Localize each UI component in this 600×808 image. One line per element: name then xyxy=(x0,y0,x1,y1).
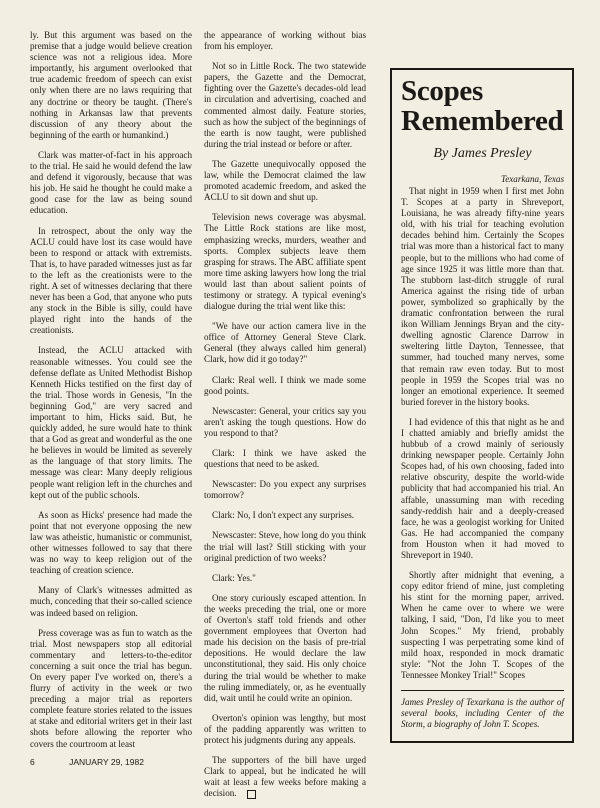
column2-paragraph: Clark: No, I don't expect any surprises. xyxy=(212,510,355,521)
sidebar-title: Scopes Remembered xyxy=(401,75,564,137)
column2-paragraph: Newscaster: General, your critics say you aren't asking the tough questions. How do you respond to that? xyxy=(204,405,366,438)
column2-paragraph: the appearance of working without bias from his employer. xyxy=(204,30,366,52)
sidebar-paragraph: I had evidence of this that night as he and I chatted amiably and briefly amidst the hubbub of a crowd mainly of seriously drinking newspaper people. Certainly John Scopes had, of his own choosing, faded into relative obscurity, despite the world-wide publicity that had accompanied his trial. An affable, unassuming man with receding sandy-reddish hair and a deeply-creased face, he was a geologist working for United Gas. He had accompanied the company from Houston when it had moved to Shreveport in 1940. xyxy=(401,416,564,560)
article-column-1 xyxy=(30,30,192,759)
column2-paragraph xyxy=(204,755,366,799)
issue-date: JANUARY 29, 1982 xyxy=(69,757,144,767)
author-bio: James Presley of Texarkana is the author of several books, including Center of the Storm, a biography of John T. Scopes. xyxy=(401,697,564,730)
sidebar-paragraph: That night in 1959 when I first met John T. Scopes at a party in Shreveport, Louisiana, he was already fifty-nine years old, with his trial for teaching evolution decades behind him. Certainly the Scopes trial was more than a historical fact to many people, but to the millions who had come of age since 1925 it was little more than that. The stubborn last-ditch struggle of rural America against the rising tide of urban power, symbolized so graphically by the dramatic confrontation between the rural ikon William Jennings Bryan and the city-dwelling agnostic Clarence Darrow in sweltering little Dayton, Tennessee, that summer, had touched many nerves, some that remain raw even today. But to most people in 1959 the Scopes trial was no longer an emotional experience. It seemed buried forever in the history books. xyxy=(401,186,564,407)
column1-paragraph: As soon as Hicks' presence had made the point that not everyone opposing the new law was atheistic, humanistic or communist, other witnesses followed to say that there was no way to keep religion out of the teaching of creation science. xyxy=(30,509,192,576)
end-of-article-mark xyxy=(247,790,256,799)
column1-paragraph: Many of Clark's witnesses admitted as much, conceding that their so-called science was indeed based on religion. xyxy=(30,585,192,618)
column2-paragraph: The Gazette unequivocally opposed the law, while the Democrat claimed the law promoted academic freedom, and asked the ACLU to sit down and shut up. xyxy=(204,158,366,203)
sidebar-paragraph: Shortly after midnight that evening, a copy editor friend of mine, just completing his stint for the morning paper, arrived. When he came over to where we were talking, I said, "Don, I'd like you to meet John Scopes." My friend, probably suspecting I was perpetrating some kind of mild hoax, responded in mock dramatic style: "Not the John T. Scopes of the Tennessee Monkey Trial!" Scopes xyxy=(401,570,564,680)
column2-paragraph: Clark: I think we have asked the questions that need to be asked. xyxy=(204,448,366,470)
column2-paragraph: Overton's opinion was lengthy, but most of the padding apparently was written to protect his judgments during any appeals. xyxy=(204,712,366,745)
column1-paragraph: Press coverage was as fun to watch as the trial. Most newspapers stop all editorial commentary and letters-to-the-editor concerning a suit once the trial has begun. On every paper I've worked on, there's a flurry of activity in the week or two preceding a major trial as reporters complete feature stories related to the issues at stake and editorial writers get in their last shots before allowing the reporter who covers the courtroom at least xyxy=(30,627,192,749)
column2-paragraph: Not so in Little Rock. The two statewide papers, the Gazette and the Democrat, fighting over the Gazette's decades-old lead in circulation and advertising, coached and commented almost daily. Feature stories, such as how the subject of the beginnings of the earth is now taught, were published during the trial instead or before or after. xyxy=(204,61,366,149)
sidebar-body xyxy=(401,186,564,681)
column1-paragraph: Clark was matter-of-fact in his approach to the trial. He said he would defend the law and defend it vigorously, because that was his job. He said he thought he could make a good case for the law as being sound education. xyxy=(30,149,192,216)
page-footer xyxy=(30,757,144,767)
column2-paragraph: Newscaster: Steve, how long do you think the trial will last? Still sticking with your original prediction of two weeks? xyxy=(204,530,366,563)
page-number: 6 xyxy=(30,757,35,767)
column2-paragraph: Clark: Yes." xyxy=(212,572,256,583)
column1-paragraph: ly. But this argument was based on the premise that a judge would believe creation science was not a religious idea. More importantly, his argument overlooked that true academic freedom of speech can exist only when there are no laws requiring that any doctrine or theory be taught. (There's nothing in Arkansas law that prevents discussion of any theory about the beginning of the earth or humankind.) xyxy=(30,30,192,140)
sidebar-divider xyxy=(401,690,564,691)
sidebar-box xyxy=(390,68,574,743)
column1-paragraph: Instead, the ACLU attacked with reasonable witnesses. You could see the defense deflate as United Methodist Bishop Kenneth Hicks testified on the first day of the trial. Those words in Genesis, "In the beginning God," are very sacred and important to him, Hicks said. But, he quickly added, he sure would hate to think that a God as great and wonderful as the one he believes in would be limited as severely as the language of that story limits. The message was clear: Many deeply religious people want religion left in the churches and kept out of the public schools. xyxy=(30,345,192,500)
column2-paragraph: Clark: Real well. I think we made some good points. xyxy=(204,374,366,396)
sidebar-dateline: Texarkana, Texas xyxy=(501,174,564,184)
column1-paragraph: In retrospect, about the only way the ACLU could have lost its case would have been to respond or attack with extremists. That is, to have paraded witnesses just as far to the left as the creationists were to the right. A set of witnesses declaring that there never has been a God, that anyone who puts any stock in the Bible is silly, could have played right into the hands of the creationists. xyxy=(30,225,192,336)
column2-paragraph: Newscaster: Do you expect any surprises tomorrow? xyxy=(204,479,366,501)
sidebar-byline: By James Presley xyxy=(433,146,532,161)
column2-closing-text: The supporters of the bill have urged Clark to appeal, but he indicated he will wait at least a few weeks before making a decision. xyxy=(204,755,366,799)
article-column-2 xyxy=(204,30,366,808)
column2-paragraph: Television news coverage was abysmal. The Little Rock stations are like most, emphasizing wrecks, murders, weather and sports. Complex subjects leave them grasping for straws. The ABC affiliate spent more time asking lawyers how long the trial would last than about salient points of testimony or strategy. A typical evening's dialogue during the trial went like this: xyxy=(204,212,366,312)
column2-paragraph: "We have our action camera live in the office of Attorney General Steve Clark. General (they always called him general) Clark, how did it go today?" xyxy=(204,321,366,365)
column2-paragraph: One story curiously escaped attention. In the weeks preceding the trial, one or more of Overton's staff told friends and other government employees that Overton had made his decision on the basis of pre-trial depositions. He would declare the law unconstitutional, they said. His only choice during the trial would be whether to make the ruling immediately, or, as he eventually did, wait until he could write an opinion. xyxy=(204,592,366,703)
